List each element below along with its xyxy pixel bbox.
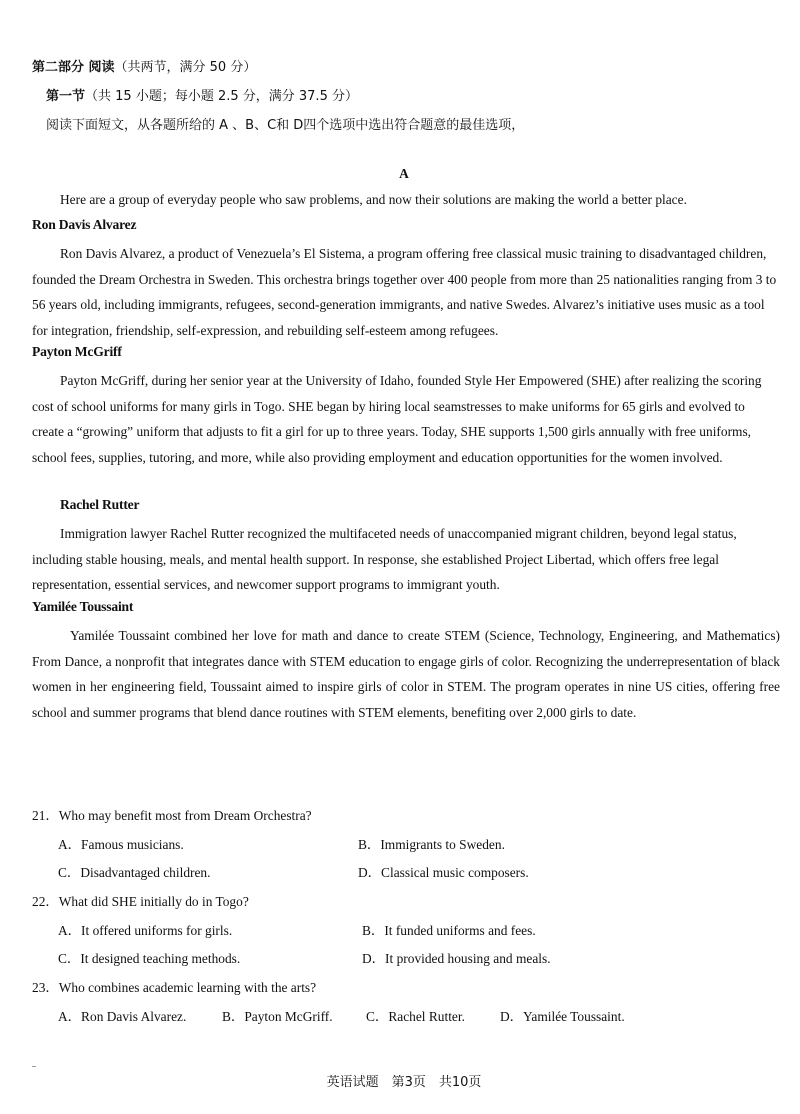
page-number: 英语试题 第3页 共10页: [326, 1075, 482, 1090]
answer-option[interactable]: C．Disadvantaged children.: [58, 865, 211, 880]
answer-option[interactable]: A．It offered uniforms for girls.: [58, 923, 233, 938]
person-name: Yamilée Toussaint: [32, 599, 134, 614]
person-name: Rachel Rutter: [60, 497, 140, 512]
question-stem: 22．What did SHE initially do in Togo?: [32, 894, 249, 909]
answer-option[interactable]: B．It funded uniforms and fees.: [362, 923, 536, 938]
answer-option[interactable]: D．Classical music composers.: [358, 865, 529, 880]
section-heading: [46, 85, 358, 104]
person-paragraph: Payton McGriff, during her senior year at the University of Idaho, founded Style Her Empowered (SHE) after realizing the scoring cost of school uniforms for many girls in Togo. SHE began by hiring local seamstresses to make uniforms for 65 girls and evolved to create a “growing” uniform that adjusts to fit a girl for up to three years. Today, SHE supports 1,500 girls annually with free uniforms, school fees, supplies, tutoring, and more, while also providing employment and education opportunities for the women involved.: [32, 373, 762, 465]
part-heading: [32, 56, 256, 75]
question-stem: 23．Who combines academic learning with the arts?: [32, 980, 317, 995]
section-title: 第一节: [46, 89, 86, 104]
section-note: （共 15 小题；每小题 2.5 分，满分 37.5 分）: [85, 89, 358, 104]
person-paragraph: Yamilée Toussaint combined her love for math and dance to create STEM (Science, Technology, Engineering, and Mathematics) From Dance, a nonprofit that integrates dance with STEM education to engage girls of color. Recognizing the underrepresentation of black women in her engineering field, Toussaint aimed to inspire girls of color in STEM. The program operates in nine US cities, offering free school and summer programs that blend dance routines with STEM elements, benefiting over 2,000 girls to date.: [32, 628, 780, 720]
footer-mark: [32, 1066, 36, 1067]
passage-intro: Here are a group of everyday people who saw problems, and now their solutions are making the world a better place.: [60, 192, 687, 207]
answer-option[interactable]: D．It provided housing and meals.: [362, 951, 551, 966]
question-stem: 21．Who may benefit most from Dream Orchestra?: [32, 808, 312, 823]
answer-option[interactable]: A．Famous musicians.: [58, 837, 184, 852]
part-title: 第二部分 阅读: [32, 60, 115, 75]
answer-option[interactable]: C．It designed teaching methods.: [58, 951, 241, 966]
instruction-text: 阅读下面短文，从各题所给的 A 、B、C和 D四个选项中选出符合题意的最佳选项，: [46, 118, 525, 133]
person-name: Payton McGriff: [32, 344, 122, 359]
person-paragraph: Immigration lawyer Rachel Rutter recognized the multifaceted needs of unaccompanied migrant children, beyond legal status, including stable housing, meals, and mental health support. In response, she established Project Libertad, which offers free legal representation, essential services, and newcomer support programs to immigrant youth.: [32, 526, 737, 593]
answer-option[interactable]: C．Rachel Rutter.: [366, 1009, 465, 1024]
passage-label: A: [399, 166, 409, 181]
person-name: Ron Davis Alvarez: [32, 217, 137, 232]
person-paragraph: Ron Davis Alvarez, a product of Venezuela’s El Sistema, a program offering free classical music training to disadvantaged children, founded the Dream Orchestra in Sweden. This orchestra brings together over 400 people from more than 25 nationalities ranging from 3 to 56 years old, including immigrants, refugees, second-generation immigrants, and native Swedes. Alvarez’s initiative uses music as a tool for integration, friendship, self-expression, and rebuilding self-esteem among refugees.: [32, 246, 777, 338]
answer-option[interactable]: B．Payton McGriff.: [222, 1009, 333, 1024]
answer-option[interactable]: B．Immigrants to Sweden.: [358, 837, 505, 852]
answer-option[interactable]: D．Yamilée Toussaint.: [500, 1009, 625, 1024]
answer-option[interactable]: A．Ron Davis Alvarez.: [58, 1009, 187, 1024]
part-note: （共两节，满分 50 分）: [114, 60, 257, 75]
